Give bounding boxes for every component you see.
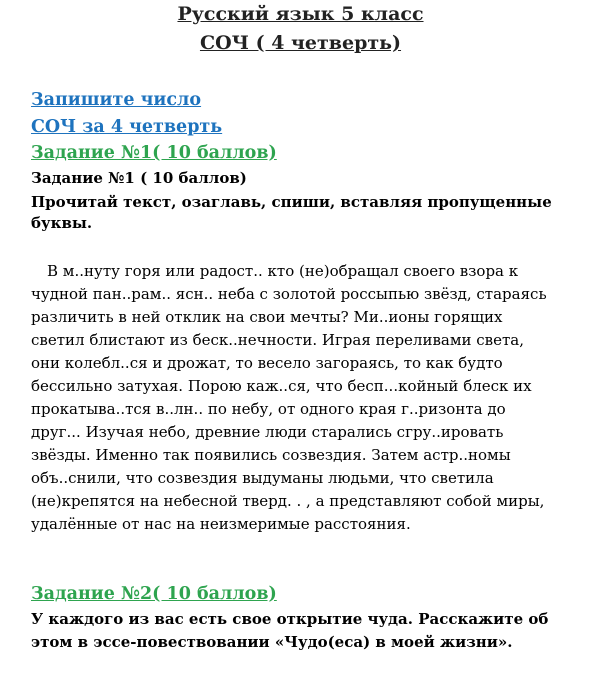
write-number-link[interactable]: Запишите число <box>31 90 202 110</box>
text-line: (не)крепятся на небесной тверд. . , а представляют собой миры, <box>31 492 545 510</box>
text-line: звёзды. Именно так появились созвездия. Затем астр..номы <box>31 446 511 464</box>
text-line: объ..снили, что созвездия выдуманы людьми, что светила <box>31 469 494 487</box>
text-line: бессильно затухая. Порою каж..ся, что бесп...койный блеск их <box>31 377 532 395</box>
text-line: удалённые от нас на неизмеримые расстояния. <box>31 515 411 533</box>
text-line: друг... Изучая небо, древние люди старались сгру..ировать <box>31 423 504 441</box>
task1-instruction: Прочитай текст, озаглавь, спиши, вставляя пропущенные <box>31 193 552 211</box>
task2-text-cont: этом в эссе-повествовании «Чудо(еса) в моей жизни». <box>31 633 513 651</box>
text-line: чудной пан..рам.. ясн.. неба с золотой россыпью звёзд, стараясь <box>31 285 547 303</box>
task1-instruction-cont: буквы. <box>31 214 93 232</box>
task2-heading-link[interactable]: Задание №2( 10 баллов) <box>31 584 277 604</box>
text-line: прокатыва..тся в..лн.. по небу, от одного края г..ризонта до <box>31 400 506 418</box>
task1-heading-link[interactable]: Задание №1( 10 баллов) <box>31 143 277 163</box>
text-line: различить в ней отклик на свои мечты? Ми..ионы горящих <box>31 308 503 326</box>
task1-title: Задание №1 ( 10 баллов) <box>31 169 247 187</box>
task2-text: У каждого из вас есть свое открытие чуда. Расскажите об <box>31 610 549 628</box>
text-line: В м..нуту горя или радост.. кто (не)обращал своего взора к <box>47 262 519 280</box>
soch-link[interactable]: СОЧ за 4 четверть <box>31 117 223 137</box>
page-title: Русский язык 5 класс <box>177 3 424 25</box>
text-line: светил блистают из беск..нечности. Играя переливами света, <box>31 331 525 349</box>
text-line: они колебл..ся и дрожат, то весело загораясь, то как будто <box>31 354 503 372</box>
page-subtitle: СОЧ ( 4 четверть) <box>199 32 402 54</box>
